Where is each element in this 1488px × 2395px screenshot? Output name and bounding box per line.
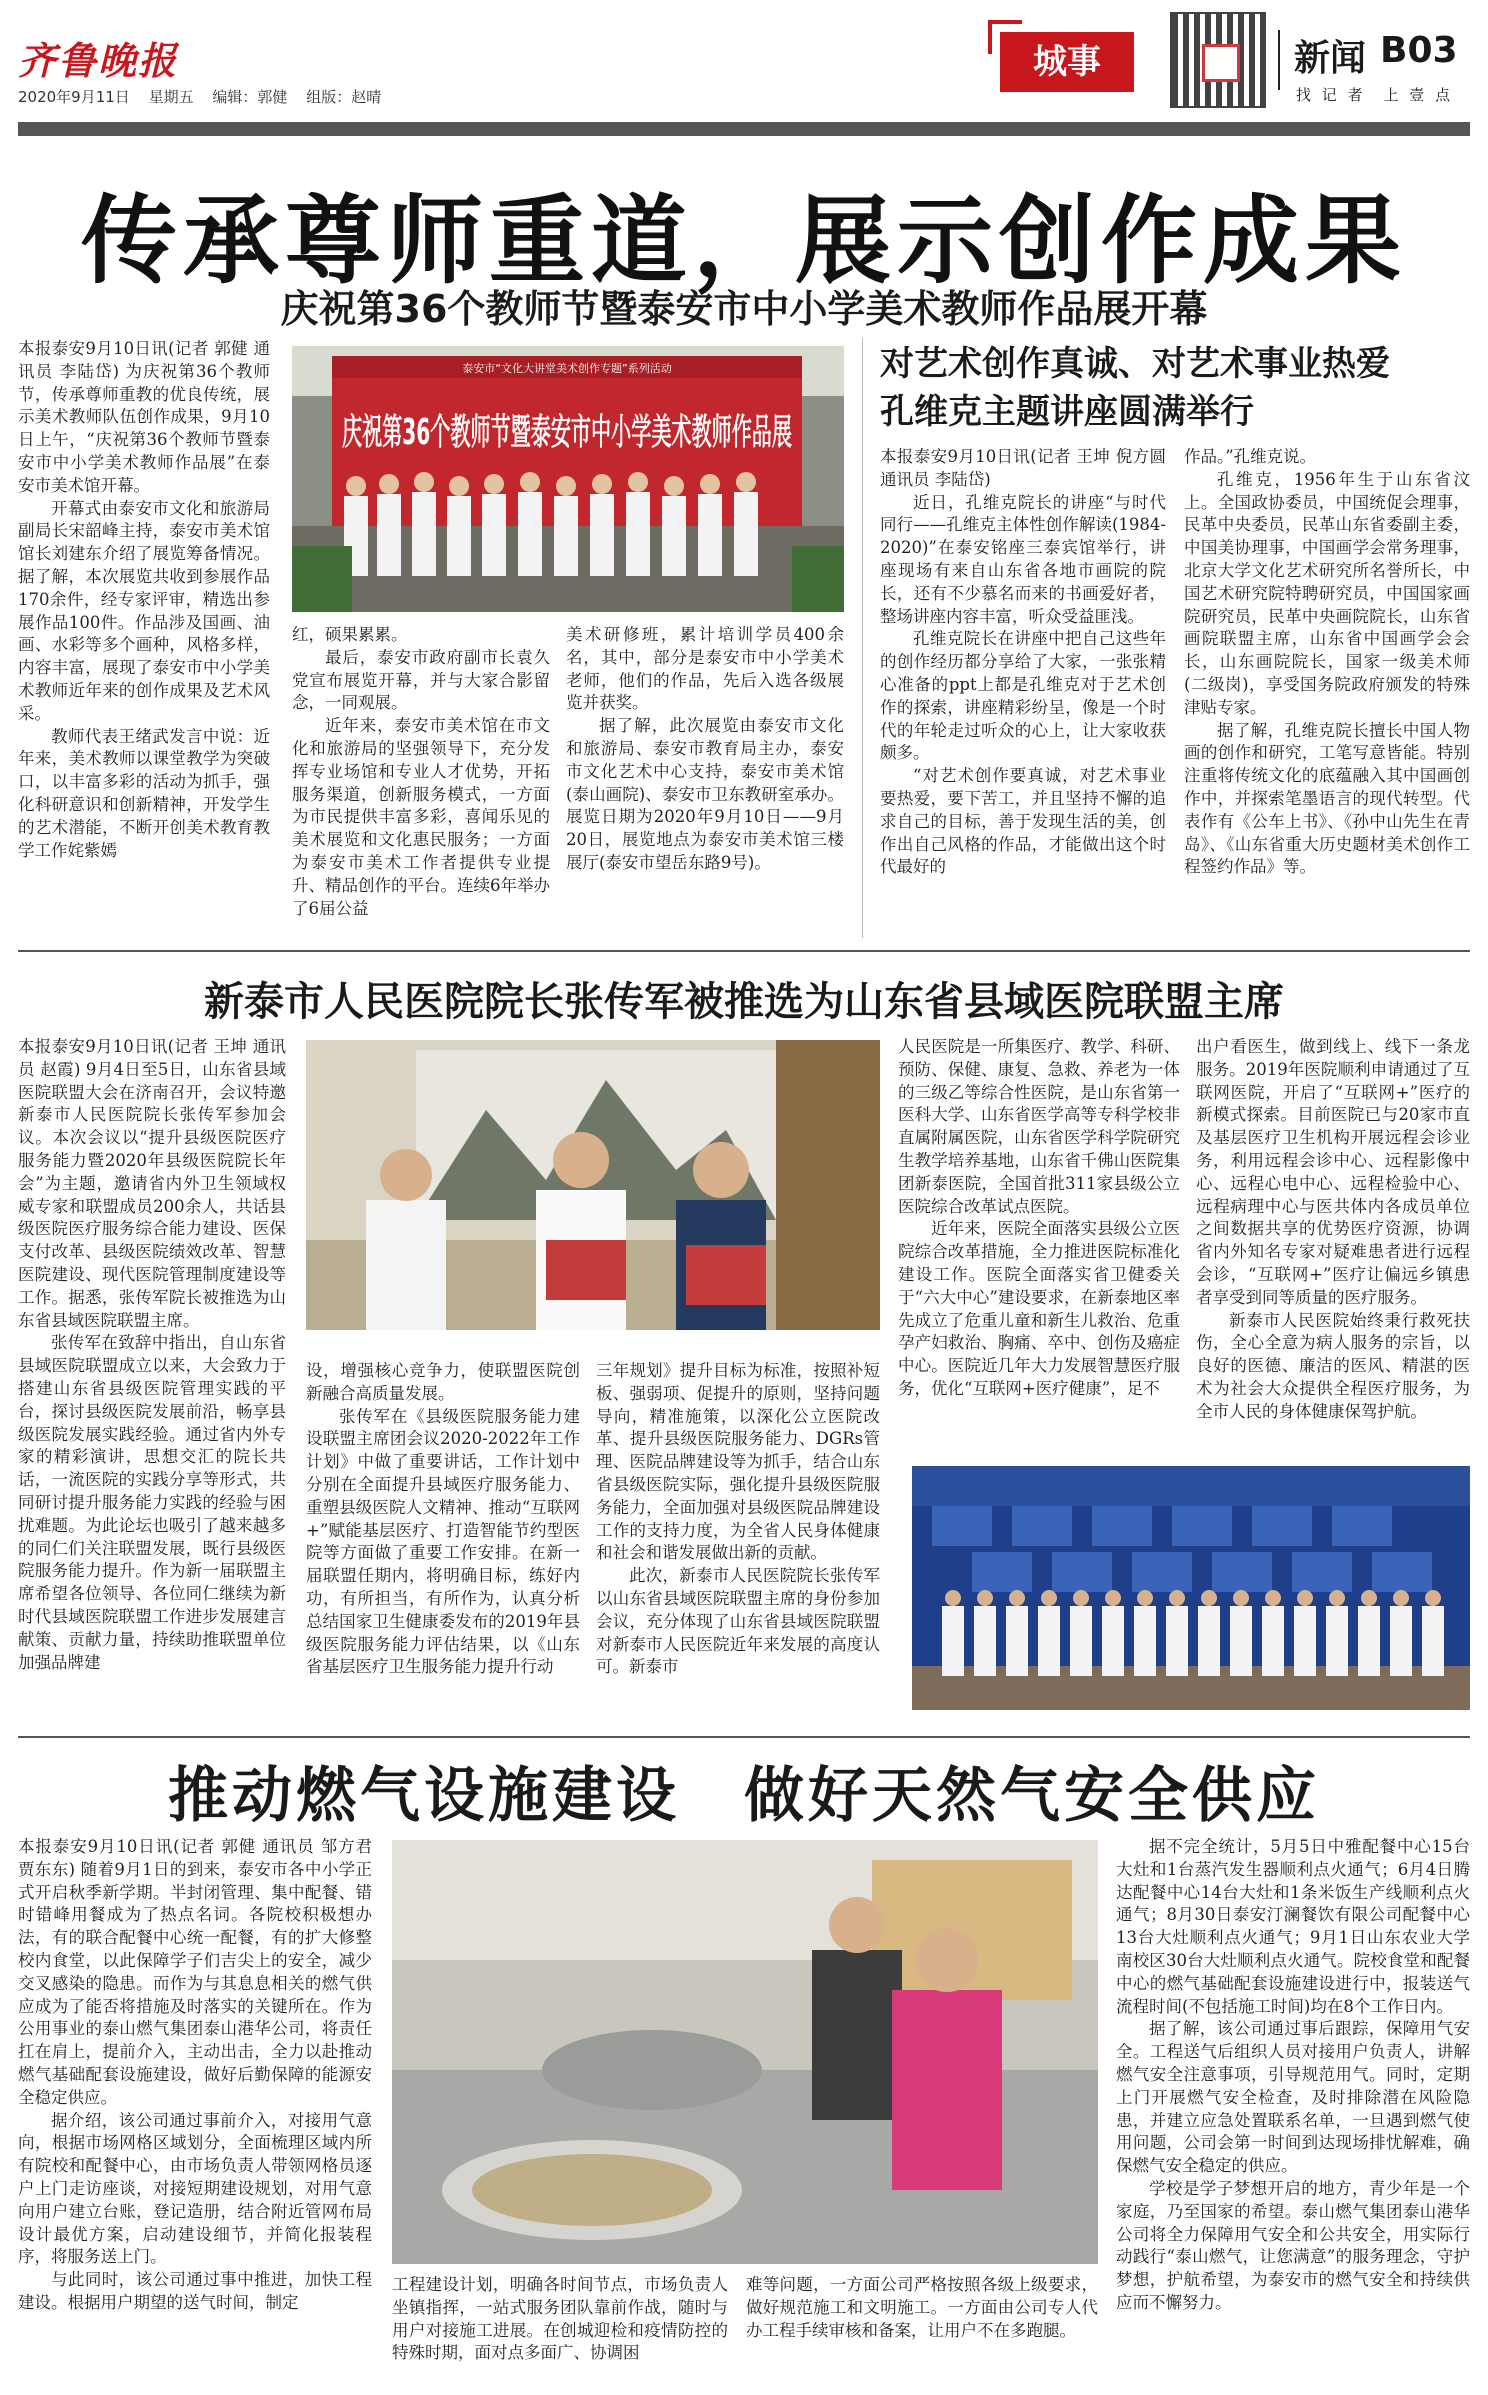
article4-photo: [392, 1840, 1098, 2264]
dateline: [18, 86, 395, 107]
article4-column-2: [392, 2274, 728, 2386]
article3-paragraph: 近年来，医院全面落实县级公立医院综合改革措施，全力推进医院标准化建设工作。医院全面落实省卫健委关于“六大中心”建设要求，在新泰地区率先成立了危重儿童和新生儿救治、危重孕产妇救治、胸痛、卒中、创伤及癌症中心。医院近几年大力发展智慧医疗服务，优化“互联网+医疗健康”，足不: [898, 1219, 1180, 1398]
article-divider-vertical: [862, 338, 863, 938]
article3-column-3: [596, 1360, 880, 1722]
article4-paragraph: 据介绍，该公司通过事前介入，对接用气意向，根据市场网格区域划分，全面梳理区域内所有院校和配餐中心，由市场负责人带领网格员逐户上门走访座谈，对接短期建设规划，对用气意向用户建立台账，登记造册，结合附近管网布局设计最优方案，启动建设细节，并简化报装程序，将服务送上门。: [18, 2110, 372, 2267]
layout-credit: 组版：赵晴: [306, 88, 382, 106]
article2-paragraph: 孔维克，1956年生于山东省汶上。全国政协委员，中国统促会理事，民革中央委员，民革山东省委副主委，中国美协理事，中国画学会常务理事，北京大学文化艺术研究所名誉所长，中国艺术研究院特聘研究员，中国国家画院研究员，民革中央画院院长，山东省画院联盟主席，山东省中国画学会会长，山东画院院长，国家一级美术师(二级岗)，享受国务院政府颁发的特殊津贴专家。: [1184, 469, 1470, 717]
section-rule: [18, 950, 1470, 952]
article1-photo: [292, 346, 844, 612]
banner-text: 庆祝第36个教师节暨泰安市中小学美术教师作品展: [342, 412, 792, 453]
article2-title-line2: 孔维克主题讲座圆满举行: [880, 392, 1254, 432]
article1-paragraph: 红，硕果累累。: [292, 625, 408, 644]
article4-column-1: [18, 1836, 372, 2386]
article2-column-1: [880, 446, 1166, 928]
article3-paragraph: 三年规划》提升目标为标准，按照补短板、强弱项、促提升的原则，坚持问题导向，精准施策，以深化公立医院改革、提升县级医院服务能力、DGRs管理、医院品牌建设等为抓手，结合山东省县级医院实际，强化提升县级医院服务能力，全面加强对县级医院品牌建设工作的支持力度，为全省人民身体健康和社会和谐发展做出新的贡献。: [596, 1361, 880, 1563]
issue-date: 2020年9月11日: [18, 88, 130, 106]
article3-column-1: [18, 1036, 286, 1722]
article3-title: 新泰市人民医院院长张传军被推选为山东省县域医院联盟主席: [204, 979, 1284, 1025]
article1-paragraph: 近年来，泰安市美术馆在市文化和旅游局的坚强领导下，充分发挥专业场馆和专业人才优势，开拓服务渠道，创新服务模式，一方面为市民提供丰富多彩，喜闻乐见的美术展览和文化惠民服务；一方面为泰安市美术工作者提供专业提升、精品创作的平台。连续6年举办了6届公益: [292, 716, 550, 918]
article4-column-4: [1116, 1836, 1470, 2386]
article2-title-line1: 对艺术创作真诚、对艺术事业热爱: [880, 344, 1390, 384]
article4-paragraph: 工程建设计划，明确各时间节点，市场负责人坐镇指挥，一站式服务团队靠前作战，随时与用户对接施工进展。在创城迎检和疫情防控的特殊时期，面对点多面广、协调困: [392, 2275, 728, 2363]
header-divider: [1278, 30, 1280, 90]
award-ceremony-photo: [306, 1040, 880, 1330]
article3-paragraph: 出户看医生，做到线上、线下一条龙服务。2019年医院顺利申请通过了互联网医院，开启了“互联网+”医疗的新模式探索。目前医院已与20家市直及基层医疗卫生机构开展远程会诊业务，利用远程会诊中心、远程影像中心、远程心电中心、远程检验中心、远程病理中心与医共体内各成员单位之间数据共享的优势医疗资源，协调省内外知名专家对疑难患者进行远程会诊，“互联网+”医疗让偏远乡镇患者享受到同等质量的医疗服务。: [1196, 1037, 1470, 1307]
article1-column-1: [18, 338, 270, 928]
article2-column-2: [1184, 446, 1470, 928]
page-number: B03: [1380, 30, 1458, 71]
exhibition-group-photo: [292, 346, 844, 612]
article3-column-5: [1196, 1036, 1470, 1442]
article3-paragraph: 人民医院是一所集医疗、教学、科研、预防、保健、康复、急救、养老为一体的三级乙等综合性医院，是山东省第一医科大学、山东省医学高等专科学校非直属附属医院，山东省医学科学院研究生教学培养基地，山东省千佛山医院集团新泰医院，全国首批311家县级公立医院综合改革试点医院。: [898, 1037, 1180, 1216]
issue-weekday: 星期五: [148, 88, 194, 106]
article2-paragraph: 作品。”孔维克说。: [1184, 447, 1317, 466]
subheadline-main: 庆祝第36个教师节暨泰安市中小学美术教师作品展开幕: [280, 287, 1208, 331]
article1-paragraph: 本报泰安9月10日讯(记者 郭健 通讯员 李陆岱) 为庆祝第36个教师节，传承尊师重教的优良传统，展示美术教师队伍创作成果，9月10日上午，“庆祝第36个教师节暨泰安市中小学美术教师作品展”在泰安市美术馆开幕。: [18, 339, 270, 495]
section-tag: 城事: [1000, 32, 1134, 92]
article4-paragraph: 本报泰安9月10日讯(记者 郭健 通讯员 邹方君 贾东东) 随着9月1日的到来，泰安市各中小学正式开启秋季新学期。半封闭管理、集中配餐、错时错峰用餐成为了热点名词。各院校积极想办法，有的联合配餐中心统一配餐，有的扩大修整校内食堂，以此保障学子们吉尖上的安全，减少交叉感染的隐患。而作为与其息息相关的燃气供应成为了能否将措施及时落实的关键所在。作为公用事业的泰山燃气集团泰山港华公司，将责任扛在肩上，提前介入，主动出击，全力以赴推动燃气基础配套设施建设，做好后勤保障的能源安全稳定供应。: [18, 1837, 372, 2107]
article4-column-3: [746, 2274, 1098, 2386]
article1-paragraph: 据了解，此次展览由泰安市文化和旅游局、泰安市教育局主办，泰安市文化艺术中心支持，泰安市美术馆(泰山画院)、泰安市卫东教研室承办。展览日期为2020年9月10日——9月20日，展览地点为泰安市美术馆三楼展厅(泰安市望岳东路9号)。: [566, 716, 844, 872]
article3-paragraph: 张传军在《县级医院服务能力建设联盟主席团会议2020-2022年工作计划》中做了重要讲话，工作计划中分别在全面提升县域医疗服务能力、重塑县级医院人文精神、推动“互联网+”赋能基层医疗、打造智能节约型医院等方面做了重要工作安排。在新一届联盟任期内，将明确目标，练好内功，有所担当，有所作为，认真分析总结国家卫生健康委发布的2019年县级医院服务能力评估结果，以《山东省基层医疗卫生服务能力提升行动: [306, 1406, 580, 1677]
article2-title: [880, 340, 1470, 436]
article3-paragraph: 张传军在致辞中指出，自山东省县域医院联盟成立以来，大会致力于搭建山东省县级医院管理实践的平台，探讨县级医院发展前沿，畅享县级医院发展实践经验。通过省内外专家的精彩演讲，思想交汇的院长共话，一流医院的实践分享等形式，共同研讨提升服务能力实践的经验与困扰难题。为此论坛也吸引了越来越多的同仁们关注联盟发展，既行县级医院服务能力提升。作为新一届联盟主席希望各位领导、各位同仁继续为新时代县域医院联盟工作进步发展建言献策、贡献力量，持续助推联盟单位加强品牌建: [18, 1333, 286, 1672]
article1-column-2: [292, 624, 550, 928]
article2-paragraph: 近日，孔维克院长的讲座“与时代同行——孔维克主体性创作解读(1984-2020)”在泰安铭座三泰宾馆举行，讲座现场有来自山东省各地市画院的院长，还有不少慕名而来的书画爱好者，整场讲座内容丰富，听众受益匪浅。: [880, 492, 1166, 626]
article1-column-3: [566, 624, 844, 928]
article2-paragraph: 本报泰安9月10日讯(记者 王坤 倪方圆 通讯员 李陆岱): [880, 447, 1166, 489]
article1-paragraph: 最后，泰安市政府副市长袁久党宣布展览开幕，并与大家合影留念，一同观展。: [292, 647, 550, 713]
conference-group-photo: [912, 1466, 1470, 1710]
section-name: 新闻: [1294, 38, 1367, 79]
newspaper-logo: 齐鲁晚报: [18, 38, 179, 83]
article3-paragraph: 设，增强核心竞争力，使联盟医院创新融合高质量发展。: [306, 1361, 580, 1403]
section-rule: [18, 1736, 1470, 1738]
article4-paragraph: 据不完全统计，5月5日中雅配餐中心15台大灶和1台蒸汽发生器顺利点火通气；6月4日腾达配餐中心14台大灶和1条米饭生产线顺利点火通气；8月30日泰安汀澜餐饮有限公司配餐中心13台大灶顺利点火通气；9月1日山东农业大学南校区30台大灶顺利点火通气。院校食堂和配餐中心的燃气基础配套设施建设进行中，报装送气流程时间(不包括施工时间)均在8个工作日内。: [1116, 1837, 1470, 2016]
article2-paragraph: 据了解，孔维克院长擅长中国人物画的创作和研究，工笔写意皆能。特别注重将传统文化的底蕴融入其中国画创作中，并探索笔墨语言的现代转型。代表作有《公车上书》、《孙中山先生在青岛》、《山东省重大历史题材美术创作工程签约作品》等。: [1184, 720, 1470, 877]
banner-small-text: 泰安市“文化大讲堂美术创作专题”系列活动: [462, 362, 672, 375]
article4-paragraph: 与此同时，该公司通过事中推进，加快工程建设。根据用户期望的送气时间，制定: [18, 2270, 372, 2312]
article4-paragraph: 难等问题，一方面公司严格按照各级上级要求，做好规范施工和文明施工。一方面由公司专人代办工程手续审核和备案，让用户不在多跑腿。: [746, 2275, 1098, 2340]
headline-main: 传承尊师重道，展示创作成果: [81, 184, 1407, 297]
article3-column-2: [306, 1360, 580, 1722]
editor-credit: 编辑：郭健: [212, 88, 288, 106]
article3-photo-award: [306, 1040, 880, 1330]
article4-paragraph: 据了解，该公司通过事后跟踪，保障用气安全。工程送气后组织人员对接用户负责人，讲解燃气安全注意事项，引导规范用气。同时，定期上门开展燃气安全检查，及时排除潜在风险隐患，并建立应急处置联系名单，一旦遇到燃气使用问题，公司会第一时间到达现场排忧解难，确保燃气安全稳定的供应。: [1116, 2019, 1470, 2176]
article3-column-4: [898, 1036, 1180, 1442]
article3-paragraph: 本报泰安9月10日讯(记者 王坤 通讯员 赵霞) 9月4日至5日，山东省县域医院联盟大会在济南召开，会议特邀新泰市人民医院院长张传军参加会议。本次会议以“提升县级医院医疗服务能力暨2020年县级医院院长年会”为主题，邀请省内外卫生领域权威专家和联盟成员200余人，共话县级医院医疗服务综合能力建设、医保支付改革、县级医院绩效改革、智慧医院建设、现代医院管理制度建设等工作。据悉，张传军院长被推选为山东省县域医院联盟主席。: [18, 1037, 286, 1330]
reporter-line: 找 记 者 上 壹 点: [1296, 86, 1454, 104]
kitchen-inspection-photo: [392, 1840, 1098, 2264]
article1-paragraph: 教师代表王绪武发言中说：近年来，美术教师以课堂教学为突破口，以丰富多彩的活动为抓手，强化科研意识和创新精神，开发学生的艺术潜能，不断开创美术教育教学工作姹紫嫣: [18, 726, 270, 860]
qr-code-icon[interactable]: [1170, 12, 1266, 108]
article4-title: 推动燃气设施建设 做好天然气安全供应: [168, 1761, 1320, 1831]
article3-paragraph: 此次，新泰市人民医院院长张传军以山东省县域医院联盟主席的身份参加会议，充分体现了山东省县域医院联盟对新泰市人民医院近年来发展的高度认可。新泰市: [596, 1566, 880, 1677]
header-rule: [18, 122, 1470, 136]
article3-paragraph: 新泰市人民医院始终秉行救死扶伤，全心全意为病人服务的宗旨，以良好的医德、廉洁的医风、精湛的医术为社会大众提供全程医疗服务，为全市人民的身体健康保驾护航。: [1196, 1310, 1470, 1421]
article1-paragraph: 开幕式由泰安市文化和旅游局副局长宋韶峰主持，泰安市美术馆馆长刘建东介绍了展览筹备情况。据了解，本次展览共收到参展作品170余件，经专家评审，精选出参展作品100件。作品涉及国画、油画、水彩等多个画种，风格多样，内容丰富，展现了泰安市中小学美术教师近年来的创作成果及艺术风采。: [18, 498, 270, 723]
article2-paragraph: 孔维克院长在讲座中把自己这些年的创作经历都分享给了大家，一张张精心准备的ppt上都是孔维克对于艺术创作的探索，讲座精彩纷呈，像是一个时代的年轮走过听众的心上，让大家收获颇多。: [880, 629, 1166, 763]
article4-paragraph: 学校是学子梦想开启的地方，青少年是一个家庭，乃至国家的希望。泰山燃气集团泰山港华公司将全力保障用气安全和公共安全，用实际行动践行“泰山燃气，让您满意”的服务理念，守护梦想，护航希望，为泰安市的燃气安全和持续供应而不懈努力。: [1116, 2178, 1470, 2312]
article1-paragraph: 美术研修班，累计培训学员400余名，其中，部分是泰安市中小学美术老师，他们的作品，先后入选各级展览并获奖。: [566, 625, 844, 713]
article3-photo-conference: [912, 1466, 1470, 1710]
article2-paragraph: “对艺术创作要真诚，对艺术事业要热爱，要下苦工，并且坚持不懈的追求自己的目标，善于发现生活的美，创作出自己风格的作品，才能做出这个时代最好的: [880, 766, 1166, 877]
